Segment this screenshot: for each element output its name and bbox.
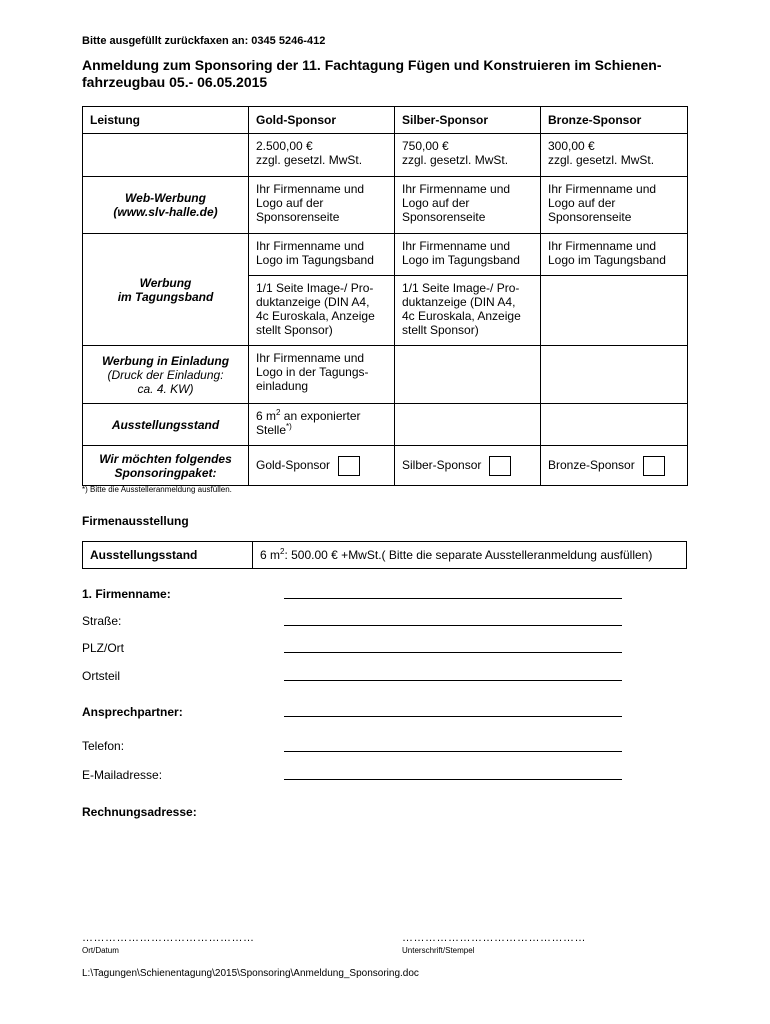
firmenausstellung-heading: Firmenausstellung bbox=[82, 514, 189, 528]
web-gold-line: Logo auf der bbox=[256, 196, 324, 210]
tagungsband-text: Ihr Firmenname und bbox=[256, 239, 365, 253]
stand-desc: an exponierter bbox=[280, 409, 361, 423]
ad-text: 1/1 Seite Image-/ Pro- bbox=[256, 281, 374, 295]
ad-text: 4c Euroskala, Anzeige bbox=[402, 309, 521, 323]
file-path: L:\Tagungen\Schienentagung\2015\Sponsoring\Anmeldung_Sponsoring.doc bbox=[82, 968, 419, 979]
ad-text: 1/1 Seite Image-/ Pro- bbox=[402, 281, 520, 295]
stand-desc: Stelle bbox=[256, 423, 287, 437]
web-silber-line: Logo auf der bbox=[402, 196, 470, 210]
web-gold-line: Ihr Firmenname und bbox=[256, 182, 365, 196]
ort-datum-label: Ort/Datum bbox=[82, 946, 119, 955]
package-silber-label: Silber-Sponsor bbox=[402, 457, 482, 472]
stand-area: 6 m bbox=[256, 409, 277, 423]
tagungsband-silber-ad bbox=[395, 276, 541, 346]
tagungsband-gold-ad bbox=[249, 276, 395, 346]
bronze-checkbox[interactable] bbox=[643, 456, 665, 476]
strasse-label: Straße: bbox=[82, 614, 122, 628]
firmenname-label: 1. Firmenname: bbox=[82, 587, 171, 601]
ansprechpartner-label: Ansprechpartner: bbox=[82, 705, 183, 719]
tagungsband-label-line: Werbung bbox=[139, 275, 192, 290]
ausstellungsstand-label: Ausstellungsstand bbox=[83, 542, 253, 568]
ausstellungsstand-box bbox=[82, 541, 687, 569]
signature-dots[interactable]: ………………………………………… bbox=[402, 932, 586, 944]
email-field[interactable] bbox=[284, 779, 622, 780]
web-silber-line: Sponsorenseite bbox=[402, 210, 486, 224]
einladung-text: Ihr Firmenname und bbox=[256, 351, 365, 365]
ort-datum-dots[interactable]: ……………………………………… bbox=[82, 932, 255, 944]
fax-instruction: Bitte ausgefüllt zurückfaxen an: 0345 5246-412 bbox=[82, 35, 326, 47]
ad-text: duktanzeige (DIN A4, bbox=[256, 295, 370, 309]
stand-silber-empty bbox=[395, 404, 541, 446]
package-gold-label: Gold-Sponsor bbox=[256, 457, 331, 472]
price-silber-tax: zzgl. gesetzl. MwSt. bbox=[402, 153, 509, 167]
email-label: E-Mailadresse: bbox=[82, 768, 163, 782]
price-silber-amount: 750,00 € bbox=[402, 139, 449, 153]
strasse-field[interactable] bbox=[284, 625, 622, 626]
einladung-text: einladung bbox=[256, 379, 309, 393]
page-title: Anmeldung zum Sponsoring der 11. Fachtagung Fügen und Konstruieren im Schienen-fahrzeugbau 05.- 06.05.2015 bbox=[82, 57, 662, 90]
plz-label: PLZ/Ort bbox=[82, 641, 125, 655]
einladung-row bbox=[83, 346, 688, 404]
price-silber bbox=[395, 134, 541, 177]
header-gold: Gold-Sponsor bbox=[249, 107, 395, 134]
firmenname-field[interactable] bbox=[284, 598, 622, 599]
web-gold bbox=[249, 177, 395, 234]
stand-gold-line1 bbox=[256, 409, 387, 423]
web-silber-line: Ihr Firmenname und bbox=[402, 182, 511, 196]
sponsoring-table bbox=[82, 106, 688, 486]
telefon-field[interactable] bbox=[284, 751, 622, 752]
price-label-cell bbox=[83, 134, 249, 177]
ad-text: 4c Euroskala, Anzeige bbox=[256, 309, 375, 323]
web-row bbox=[83, 177, 688, 234]
ortsteil-field[interactable] bbox=[284, 680, 622, 681]
package-row bbox=[83, 446, 688, 486]
web-bronze-line: Sponsorenseite bbox=[548, 210, 632, 224]
tagungsband-bronze-logo bbox=[541, 234, 688, 276]
gold-checkbox[interactable] bbox=[338, 456, 360, 476]
ad-text: stellt Sponsor) bbox=[402, 323, 479, 337]
tagungsband-text: Ihr Firmenname und bbox=[548, 239, 657, 253]
ad-text: duktanzeige (DIN A4, bbox=[402, 295, 516, 309]
tagungsband-silber-logo bbox=[395, 234, 541, 276]
einladung-silber-empty bbox=[395, 346, 541, 404]
footnote-mark: *) bbox=[286, 422, 292, 431]
web-label-url: (www.slv-halle.de) bbox=[113, 205, 218, 219]
einladung-label-detail: (Druck der Einladung: bbox=[107, 367, 224, 382]
plz-field[interactable] bbox=[284, 652, 622, 653]
price-bronze-tax: zzgl. gesetzl. MwSt. bbox=[548, 153, 655, 167]
stand-bronze-empty bbox=[541, 404, 688, 446]
web-bronze-line: Ihr Firmenname und bbox=[548, 182, 657, 196]
price-text: : 500.00 € +MwSt.( Bitte die separate Ausstelleranmeldung ausfüllen) bbox=[284, 548, 653, 562]
area-unit: 2 bbox=[280, 547, 285, 556]
einladung-text: Logo in der Tagungs- bbox=[256, 365, 369, 379]
ad-text: stellt Sponsor) bbox=[256, 323, 333, 337]
web-bronze-line: Logo auf der bbox=[548, 196, 616, 210]
stand-gold-line2 bbox=[256, 423, 387, 437]
table-header-row bbox=[83, 107, 688, 134]
einladung-label-detail: ca. 4. KW) bbox=[137, 381, 194, 396]
package-bronze[interactable] bbox=[541, 446, 688, 486]
package-label-line: Wir möchten folgendes bbox=[99, 451, 232, 466]
tagungsband-text: Logo im Tagungsband bbox=[548, 253, 666, 267]
tagungsband-row-1 bbox=[83, 234, 688, 276]
header-silber: Silber-Sponsor bbox=[395, 107, 541, 134]
stand-gold bbox=[249, 404, 395, 446]
tagungsband-text: Ihr Firmenname und bbox=[402, 239, 511, 253]
area-value: 6 m bbox=[260, 548, 281, 562]
einladung-bronze-empty bbox=[541, 346, 688, 404]
telefon-label: Telefon: bbox=[82, 739, 125, 753]
einladung-label bbox=[83, 346, 249, 404]
price-gold-tax: zzgl. gesetzl. MwSt. bbox=[256, 153, 363, 167]
tagungsband-text: Logo im Tagungsband bbox=[402, 253, 520, 267]
price-bronze bbox=[541, 134, 688, 177]
header-bronze: Bronze-Sponsor bbox=[541, 107, 688, 134]
web-label-title: Web-Werbung bbox=[125, 191, 206, 205]
tagungsband-label bbox=[83, 234, 249, 346]
ortsteil-label: Ortsteil bbox=[82, 669, 121, 683]
tagungsband-label-line: im Tagungsband bbox=[117, 289, 214, 304]
web-label bbox=[83, 177, 249, 234]
web-silber bbox=[395, 177, 541, 234]
package-bronze-label: Bronze-Sponsor bbox=[548, 457, 635, 472]
stand-area-unit: 2 bbox=[276, 408, 281, 417]
tagungsband-bronze-empty bbox=[541, 276, 688, 346]
silber-checkbox[interactable] bbox=[489, 456, 511, 476]
package-label bbox=[83, 446, 249, 486]
package-label-line: Sponsoringpaket: bbox=[114, 465, 217, 480]
package-gold[interactable] bbox=[249, 446, 395, 486]
price-gold bbox=[249, 134, 395, 177]
stand-row bbox=[83, 404, 688, 446]
header-leistung: Leistung bbox=[83, 107, 249, 134]
footnote: *) Bitte die Ausstelleranmeldung ausfüllen. bbox=[82, 485, 232, 494]
package-silber[interactable] bbox=[395, 446, 541, 486]
ausstellungsstand-value bbox=[253, 542, 686, 568]
web-gold-line: Sponsorenseite bbox=[256, 210, 340, 224]
rechnungsadresse-label: Rechnungsadresse: bbox=[82, 805, 197, 819]
signature-label: Unterschrift/Stempel bbox=[402, 946, 475, 955]
tagungsband-gold-logo bbox=[249, 234, 395, 276]
einladung-label-title: Werbung in Einladung bbox=[101, 353, 230, 368]
stand-label: Ausstellungsstand bbox=[83, 404, 249, 446]
einladung-gold bbox=[249, 346, 395, 404]
price-gold-amount: 2.500,00 € bbox=[256, 139, 313, 153]
price-bronze-amount: 300,00 € bbox=[548, 139, 595, 153]
tagungsband-text: Logo im Tagungsband bbox=[256, 253, 374, 267]
web-bronze bbox=[541, 177, 688, 234]
price-row bbox=[83, 134, 688, 177]
ansprechpartner-field[interactable] bbox=[284, 716, 622, 717]
